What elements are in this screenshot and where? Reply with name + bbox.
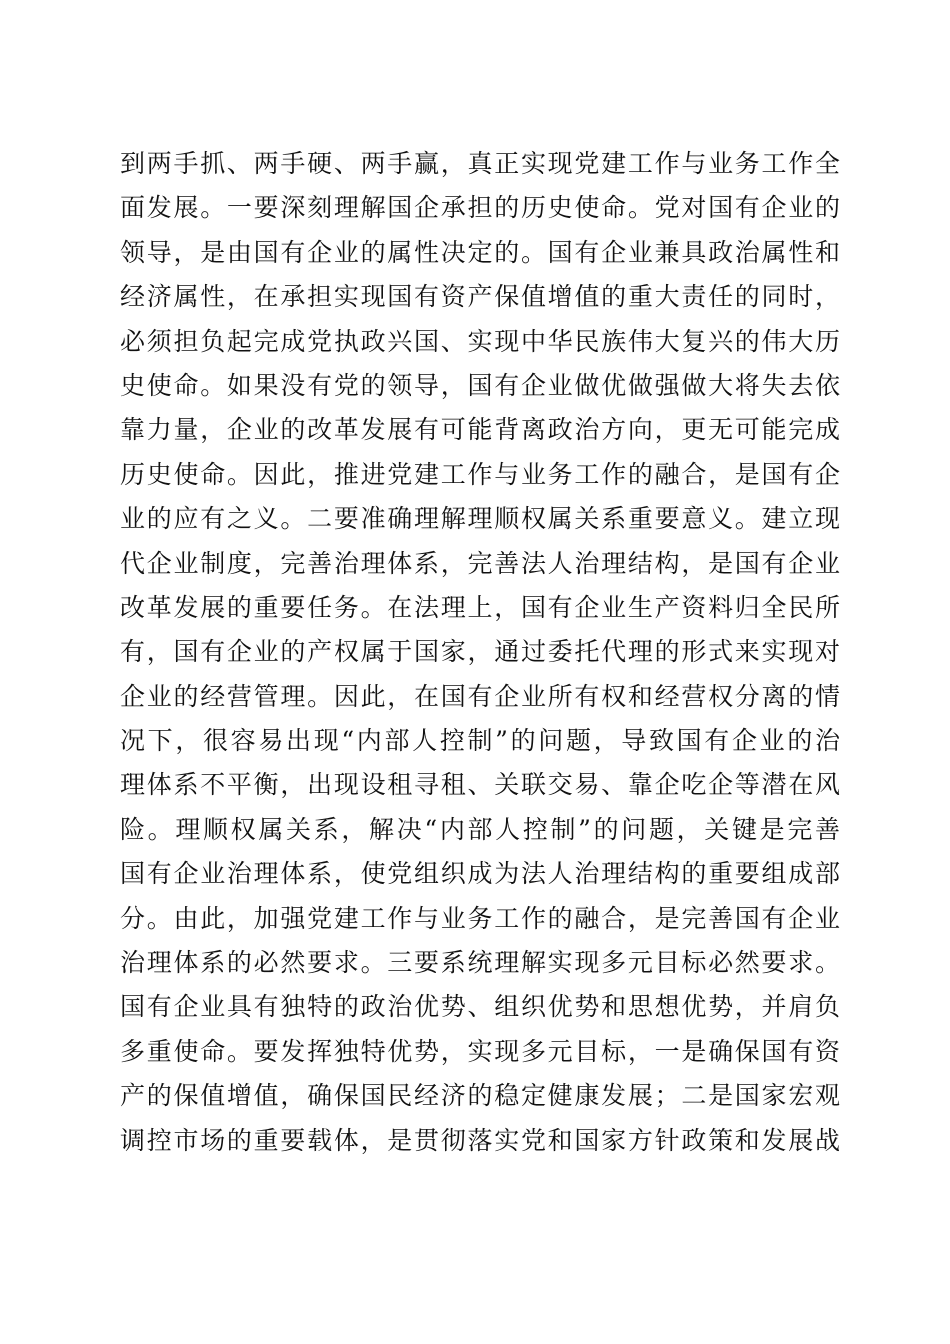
text-line: 靠力量，企业的改革发展有可能背离政治方向，更无可能完成: [120, 415, 840, 445]
text-line: 产的保值增值，确保国民经济的稳定健康发展；二是国家宏观: [120, 1081, 840, 1111]
text-line: 理体系不平衡，出现设租寻租、关联交易、靠企吃企等潜在风: [120, 770, 840, 800]
text-line: 况下，很容易出现“内部人控制”的问题，导致国有企业的治: [120, 726, 840, 756]
text-line: 历史使命。因此，推进党建工作与业务工作的融合，是国有企: [120, 459, 840, 489]
text-line: 险。理顺权属关系，解决“内部人控制”的问题，关键是完善: [120, 814, 840, 844]
text-line: 分。由此，加强党建工作与业务工作的融合，是完善国有企业: [120, 903, 840, 933]
text-line: 有，国有企业的产权属于国家，通过委托代理的形式来实现对: [120, 637, 840, 667]
text-line: 史使命。如果没有党的领导，国有企业做优做强做大将失去依: [120, 370, 840, 400]
text-line: 调控市场的重要载体，是贯彻落实党和国家方针政策和发展战: [120, 1125, 840, 1155]
text-line: 国有企业具有独特的政治优势、组织优势和思想优势，并肩负: [120, 992, 840, 1022]
text-line: 治理体系的必然要求。三要系统理解实现多元目标必然要求。: [120, 948, 840, 978]
text-line: 改革发展的重要任务。在法理上，国有企业生产资料归全民所: [120, 592, 840, 622]
text-line: 多重使命。要发挥独特优势，实现多元目标，一是确保国有资: [120, 1036, 840, 1066]
text-line: 到两手抓、两手硬、两手赢，真正实现党建工作与业务工作全: [120, 149, 840, 178]
text-line: 领导，是由国有企业的属性决定的。国有企业兼具政治属性和: [120, 237, 840, 267]
text-line: 经济属性，在承担实现国有资产保值增值的重大责任的同时，: [120, 282, 840, 312]
text-line: 国有企业治理体系，使党组织成为法人治理结构的重要组成部: [120, 859, 840, 889]
text-line: 企业的经营管理。因此，在国有企业所有权和经营权分离的情: [120, 681, 840, 711]
text-line: 业的应有之义。二要准确理解理顺权属关系重要意义。建立现: [120, 504, 840, 534]
text-line: 面发展。一要深刻理解国企承担的历史使命。党对国有企业的: [120, 193, 840, 223]
text-line: 必须担负起完成党执政兴国、实现中华民族伟大复兴的伟大历: [120, 326, 840, 356]
text-line: 代企业制度，完善治理体系，完善法人治理结构，是国有企业: [120, 548, 840, 578]
body-paragraph: [120, 142, 840, 1163]
